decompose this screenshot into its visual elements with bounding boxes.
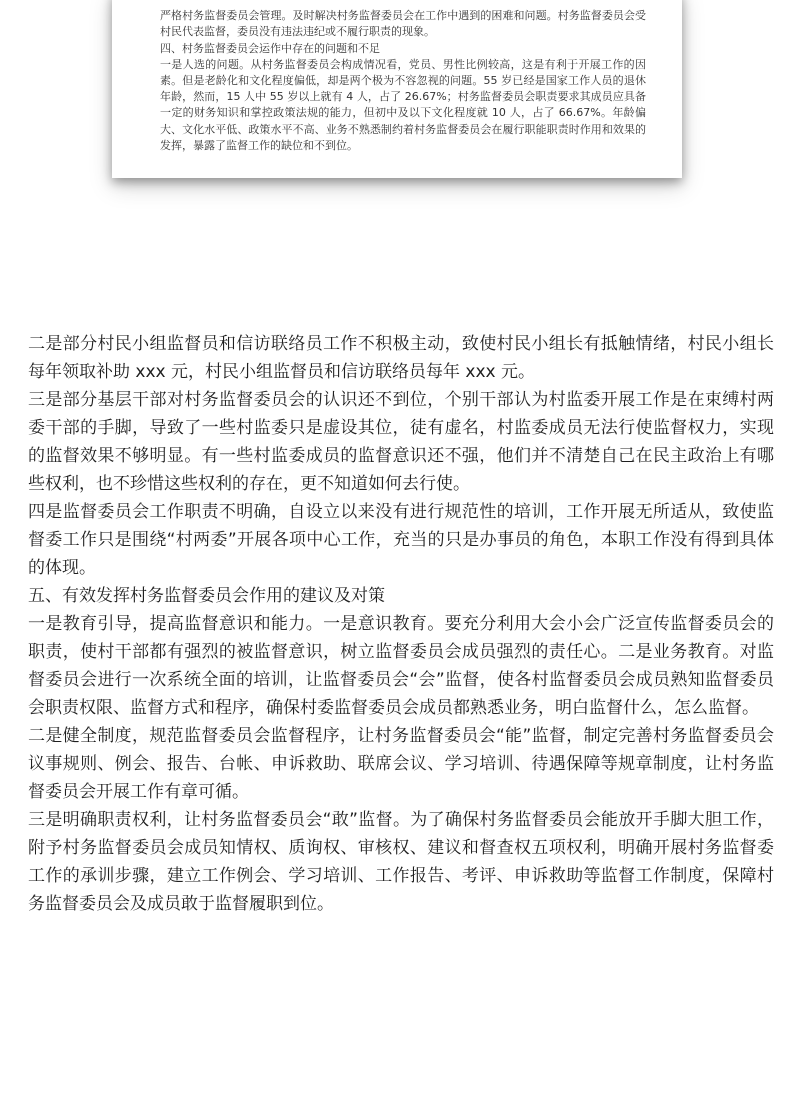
- preview-cut-line: [160, 0, 646, 8]
- document-body: [28, 330, 774, 918]
- preview-section-heading: 四、村务监督委员会运作中存在的问题和不足: [160, 41, 380, 55]
- document-preview-text: [160, 0, 646, 154]
- body-paragraph: 四是监督委员会工作职责不明确，自设立以来没有进行规范性的培训，工作开展无所适从，致使监督委工作只是围绕“村两委”开展各项中心工作，充当的只是办事员的角色，本职工作没有得到具体的体现。: [28, 502, 774, 578]
- body-paragraph: 三是明确职责权利，让村务监督委员会“敢”监督。为了确保村务监督委员会能放开手脚大胆工作，附予村务监督委员会成员知情权、质询权、审核权、建议和督查权五项权利，明确开展村务监督委工作的承训步骤，建立工作例会、学习培训、工作报告、考评、申诉救助等监督工作制度，保障村务监督委员会及成员敢于监督履职到位。: [28, 810, 774, 914]
- body-paragraph: 二是健全制度，规范监督委员会监督程序，让村务监督委员会“能”监督，制定完善村务监督委员会议事规则、例会、报告、台帐、申诉救助、联席会议、学习培训、待遇保障等规章制度，让村务监督委员会开展工作有章可循。: [28, 726, 774, 802]
- document-preview-card: [112, 0, 682, 178]
- body-paragraph: 二是部分村民小组监督员和信访联络员工作不积极主动，致使村民小组长有抵触情绪，村民小组长每年领取补助 xxx 元，村民小组监督员和信访联络员每年 xxx 元。: [28, 334, 774, 382]
- preview-paragraph: 严格村务监督委员会管理。及时解决村务监督委员会在工作中遇到的困难和问题。村务监督委员会受村民代表监督，委员没有违法违纪或不履行职责的现象。: [160, 9, 646, 39]
- body-paragraph: 三是部分基层干部对村务监督委员会的认识还不到位，个别干部认为村监委开展工作是在束缚村两委干部的手脚，导致了一些村监委只是虚设其位，徒有虚名，村监委成员无法行使监督权力，实现的监督效果不够明显。有一些村监委成员的监督意识还不强，他们并不清楚自己在民主政治上有哪些权利，也不珍惜这些权利的存在，更不知道如何去行使。: [28, 390, 774, 494]
- section-heading: 五、有效发挥村务监督委员会作用的建议及对策: [28, 586, 385, 606]
- preview-paragraph: 一是人选的问题。从村务监督委员会构成情况看，党员、男性比例较高，这是有利于开展工作的因素。但是老龄化和文化程度偏低，却是两个极为不容忽视的问题。55 岁已经是国家工作人员的退休年龄，然而，15 人中 55 岁以上就有 4 人，占了 26.67%；村务监督委员会职责要求其成员应具备一定的财务知识和掌控政策法规的能力，但初中及以下文化程度就 10 人，占了 66.67%。年龄偏大、文化水平低、政策水平不高、业务不熟悉制约着村务监督委员会在履行职能职责时作用和效果的发挥，暴露了监督工作的缺位和不到位。: [160, 57, 646, 152]
- body-paragraph: 一是教育引导，提高监督意识和能力。一是意识教育。要充分利用大会小会广泛宣传监督委员会的职责，使村干部都有强烈的被监督意识，树立监督委员会成员强烈的责任心。二是业务教育。对监督委员会进行一次系统全面的培训，让监督委员会“会”监督，使各村监督委员会成员熟知监督委员会职责权限、监督方式和程序，确保村委监督委员会成员都熟悉业务，明白监督什么，怎么监督。: [28, 614, 774, 718]
